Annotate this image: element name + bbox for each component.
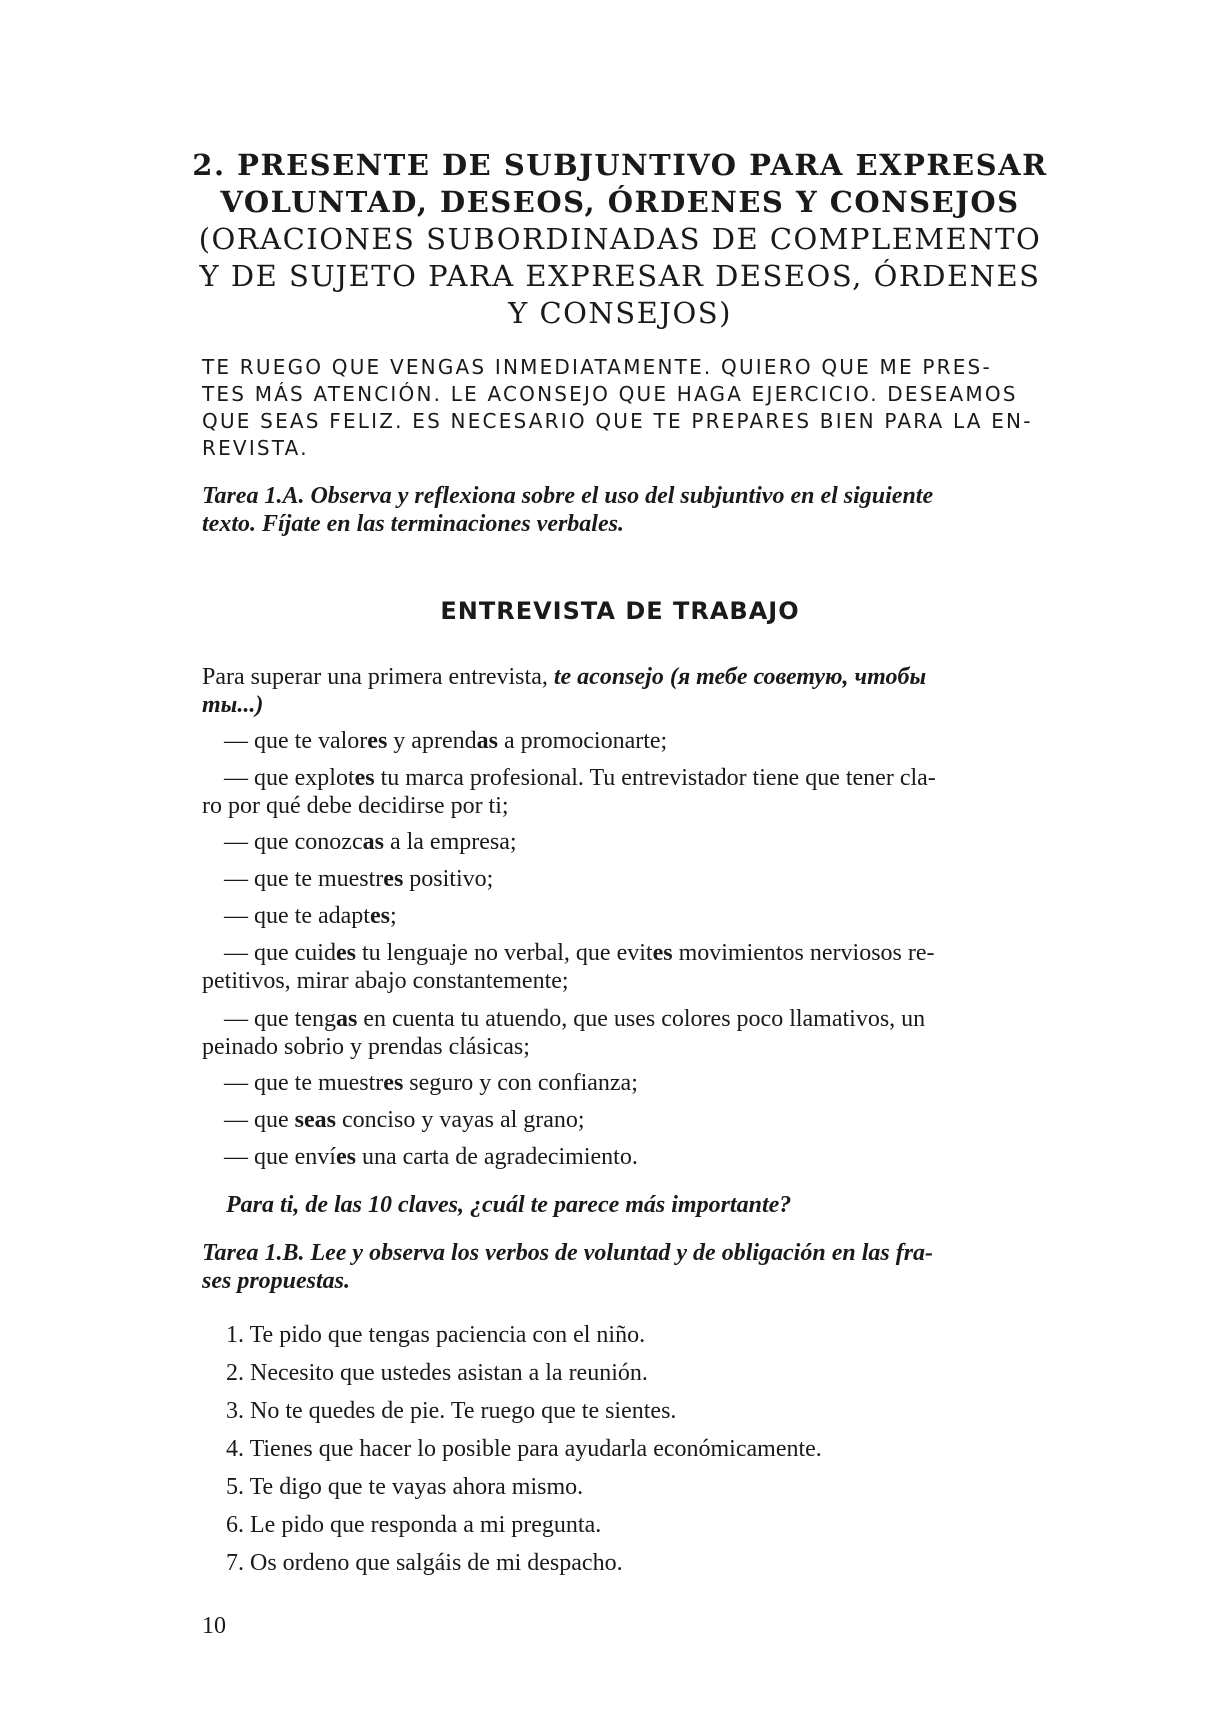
task-1b-line: ses propuestas.	[202, 1268, 351, 1294]
list-item: — que te valores y aprendas a promocionarte;	[224, 728, 668, 754]
intro-emphasis-cont: ты...)	[202, 692, 264, 718]
heading-sub-line-2: Y DE SUJETO PARA EXPRESAR DESEOS, ÓRDENES	[199, 259, 1041, 294]
list-item: — que explotes tu marca profesional. Tu entrevistador tiene que tener cla- ro por qué debe decidirse por ti;	[202, 765, 936, 819]
task-1a-instructions	[202, 482, 1062, 538]
task-1b-line: Tarea 1.B. Lee y observa los verbos de voluntad y de obligación en las fra-	[202, 1240, 934, 1266]
list-item: — que cuides tu lenguaje no verbal, que evites movimientos nerviosos re- petitivos, mirar abajo constantemente;	[202, 940, 935, 994]
task-1a-line: Tarea 1.A. Observa y reflexiona sobre el uso del subjuntivo en el siguiente	[202, 483, 934, 509]
list-item: — que te muestres seguro y con confianza;	[224, 1070, 638, 1096]
list-item: 2. Necesito que ustedes asistan a la reunión.	[226, 1360, 648, 1386]
example-line: TES MÁS ATENCIÓN. LE ACONSEJO QUE HAGA EJERCICIO. DESEAMOS	[202, 382, 1018, 406]
heading-sub-line-3: Y CONSEJOS)	[508, 296, 732, 331]
heading-bold-line-2: VOLUNTAD, DESEOS, ÓRDENES Y CONSEJOS	[220, 185, 1020, 220]
example-line: TE RUEGO QUE VENGAS INMEDIATAMENTE. QUIERO QUE ME PRES-	[202, 355, 992, 379]
list-item: — que conozcas a la empresa;	[224, 829, 517, 855]
list-item: — que te adaptes;	[224, 903, 397, 929]
list-item: 4. Tienes que hacer lo posible para ayudarla económicamente.	[226, 1436, 822, 1462]
heading-bold-line-1: 2. PRESENTE DE SUBJUNTIVO PARA EXPRESAR	[192, 148, 1048, 183]
list-item: 3. No te quedes de pie. Te ruego que te sientes.	[226, 1398, 677, 1424]
section-title: ENTREVISTA DE TRABAJO	[440, 597, 800, 625]
page-number: 10	[202, 1613, 226, 1639]
list-item: 1. Te pido que tengas paciencia con el niño.	[226, 1322, 646, 1348]
heading-sub-line-1: (ORACIONES SUBORDINADAS DE COMPLEMENTO	[198, 222, 1042, 257]
intro-emphasis: te aconsejo (я тебе советую, чтобы	[553, 664, 927, 690]
example-line: QUE SEAS FELIZ. ES NECESARIO QUE TE PREPARES BIEN PARA LA EN-	[202, 409, 1033, 433]
task-1a-line: texto. Fíjate en las terminaciones verbales.	[202, 511, 624, 537]
chapter-heading	[190, 147, 1050, 332]
intro-paragraph	[202, 663, 1062, 719]
list-item: — que seas conciso y vayas al grano;	[224, 1107, 585, 1133]
example-line: REVISTA.	[202, 436, 309, 460]
list-item: 6. Le pido que responda a mi pregunta.	[226, 1512, 602, 1538]
list-item: — que tengas en cuenta tu atuendo, que uses colores poco llamativos, un peinado sobrio y prendas clásicas;	[202, 1006, 926, 1060]
reflection-question: Para ti, de las 10 claves, ¿cuál te parece más importante?	[226, 1192, 792, 1218]
task-1b-instructions	[202, 1239, 1062, 1295]
example-sentences	[202, 354, 1060, 462]
list-item: — que envíes una carta de agradecimiento.	[224, 1144, 638, 1170]
intro-plain-text: Para superar una primera entrevista,	[202, 664, 554, 690]
list-item: — que te muestres positivo;	[224, 866, 494, 892]
list-item: 7. Os ordeno que salgáis de mi despacho.	[226, 1550, 623, 1576]
list-item: 5. Te digo que te vayas ahora mismo.	[226, 1474, 584, 1500]
